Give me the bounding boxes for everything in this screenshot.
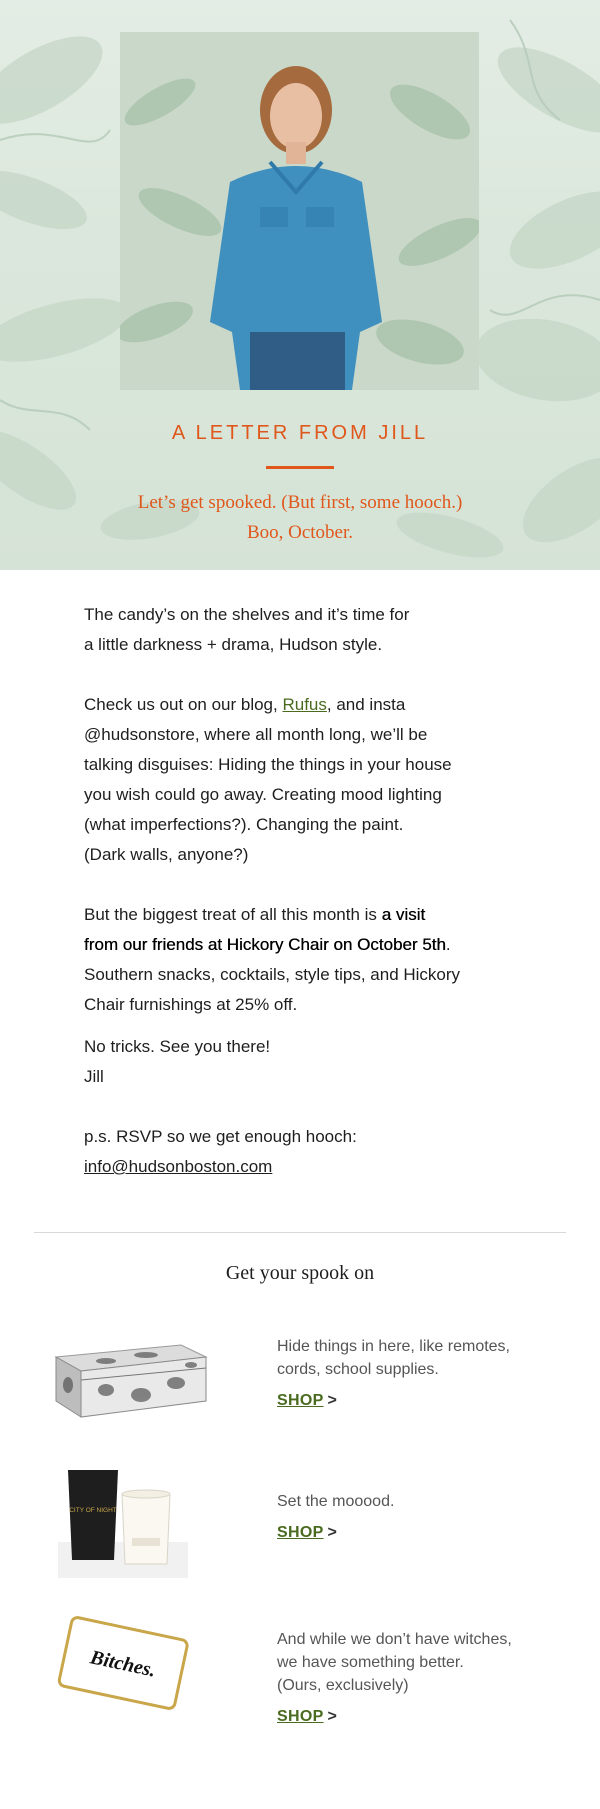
- desc-line: cords, school supplies.: [277, 1361, 439, 1378]
- hero-subtitle-line2: Boo, October.: [246, 522, 354, 543]
- p2-line2: @hudsonstore, where all month long, we’ll be: [84, 725, 428, 744]
- hero-banner: [0, 0, 600, 570]
- product-image-candles[interactable]: [52, 1442, 194, 1584]
- letter-postscript: [84, 1122, 544, 1182]
- product-description: [277, 1335, 577, 1381]
- shop-label[interactable]: SHOP: [277, 1392, 324, 1409]
- p2-line1-start: Check us out on our blog,: [84, 695, 283, 714]
- chevron-right-icon: >: [327, 1524, 338, 1541]
- letter-paragraph-1: [84, 600, 544, 660]
- shop-link[interactable]: [277, 1392, 337, 1410]
- shop-label[interactable]: SHOP: [277, 1524, 324, 1541]
- letter-paragraph-3: [84, 900, 544, 1020]
- p2-line1-end: , and insta: [326, 695, 406, 714]
- p2-line4: you wish could go away. Creating mood lighting: [84, 785, 442, 804]
- p2-line5: (what imperfections?). Changing the paint.: [84, 815, 404, 834]
- signoff-line: No tricks. See you there!: [84, 1037, 271, 1056]
- portrait-illustration: [120, 32, 479, 390]
- shop-link[interactable]: [277, 1708, 337, 1726]
- rufus-blog-link[interactable]: Rufus: [282, 695, 327, 714]
- p3-line3: Southern snacks, cocktails, style tips, and Hickory: [84, 965, 461, 984]
- chevron-right-icon: >: [327, 1392, 338, 1409]
- letter-signoff: [84, 1032, 544, 1092]
- p3-line2-end: .: [445, 935, 451, 954]
- p3-highlight-2: from our friends at Hickory Chair on October 5th: [84, 935, 446, 954]
- letter-paragraph-2: [84, 690, 544, 870]
- product-description: [277, 1628, 577, 1697]
- chevron-right-icon: >: [327, 1708, 338, 1725]
- p2-line3: talking disguises: Hiding the things in your house: [84, 755, 452, 774]
- product-description: [277, 1490, 577, 1513]
- desc-line: Set the mooood.: [277, 1493, 395, 1510]
- shop-label[interactable]: SHOP: [277, 1708, 324, 1725]
- desc-line: (Ours, exclusively): [277, 1677, 409, 1694]
- letter-title: A LETTER FROM JILL: [171, 422, 429, 444]
- hero-subtitle-line1: Let’s get spooked. (But first, some hooch.): [137, 492, 463, 513]
- p3-highlight-1: a visit: [381, 905, 426, 924]
- shop-link[interactable]: [277, 1524, 337, 1542]
- signature-name: Jill: [84, 1067, 104, 1086]
- candle-label: CITY OF NIGHT: [69, 1507, 117, 1514]
- section-title: Get your spook on: [225, 1262, 375, 1284]
- section-divider: [34, 1232, 566, 1233]
- p2-line6: (Dark walls, anyone?): [84, 845, 249, 864]
- title-underline-divider: [266, 466, 334, 469]
- desc-line: Hide things in here, like remotes,: [277, 1338, 510, 1355]
- desc-line: we have something better.: [277, 1654, 464, 1671]
- tray-text: Bitches.: [88, 1646, 158, 1682]
- p1-line2: a little darkness + drama, Hudson style.: [84, 635, 383, 654]
- rsvp-email-link[interactable]: info@hudsonboston.com: [84, 1157, 273, 1176]
- desc-line: And while we don’t have witches,: [277, 1631, 512, 1648]
- portrait-photo: [120, 32, 479, 390]
- p3-line4: Chair furnishings at 25% off.: [84, 995, 298, 1014]
- p1-line1: The candy’s on the shelves and it’s time for: [84, 605, 410, 624]
- product-image-marble-box[interactable]: [46, 1335, 211, 1425]
- ps-line: p.s. RSVP so we get enough hooch:: [84, 1127, 357, 1146]
- product-image-tray[interactable]: [48, 1614, 198, 1714]
- p3-line1-start: But the biggest treat of all this month is: [84, 905, 382, 924]
- letter-body: [84, 600, 544, 1182]
